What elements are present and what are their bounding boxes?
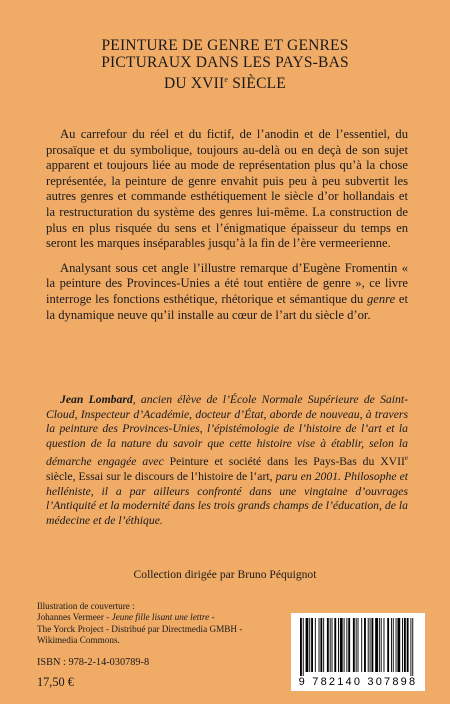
illustration-credit xyxy=(37,601,267,646)
barcode-bar xyxy=(344,618,345,672)
barcode-bar xyxy=(303,618,304,676)
barcode-bar xyxy=(379,618,380,672)
barcode-bar xyxy=(356,618,357,672)
credit-artwork-title: Jeune fille lisant une lettre xyxy=(111,612,210,623)
barcode-bar xyxy=(384,618,385,672)
barcode-bar xyxy=(334,618,336,672)
barcode-bar xyxy=(340,618,343,672)
barcode-bar xyxy=(300,618,302,676)
barcode-bar xyxy=(306,618,309,672)
summary-paragraph-1: Au carrefour du réel et du fictif, de l’anodin et de l’essentiel, du prosaïque et du symbolique, toujours au-delà ou en deçà de son sujet apparent et toujours liée au mode de représentation plus qu’à la chose représentée, la peinture de genre envahit puis peu à peu subvertit les autres genres et commande esthétiquement le siècle d’or hollandais et la restructuration du système des genres lui-même. La construction de plus en plus risquée du sens et l’énigmatique épaisseur du temps en seront les marques inséparables jusqu’à la fin de l’ère vermeerienne. xyxy=(46,127,408,251)
barcode-number: 9 782140 307898 xyxy=(298,676,418,688)
summary-p2-emphasis: genre xyxy=(366,291,396,306)
barcode-bar xyxy=(412,618,413,676)
barcode-bars-icon xyxy=(300,618,416,676)
book-title-2: Essai sur le discours de l’histoire de l’art xyxy=(78,469,270,483)
barcode-bar xyxy=(404,618,406,672)
barcode-bar xyxy=(371,618,373,672)
barcode-bar xyxy=(327,618,329,672)
barcode-bar xyxy=(387,618,389,672)
barcode-bar xyxy=(353,618,355,672)
barcode-bar xyxy=(361,618,362,672)
barcode-bar xyxy=(338,618,339,672)
barcode-bar xyxy=(364,618,366,672)
author-bio xyxy=(46,393,408,528)
book-title-1-superscript: e xyxy=(404,454,409,463)
barcode-bar xyxy=(309,618,310,672)
barcode-bar xyxy=(397,618,400,672)
barcode-bar xyxy=(410,618,411,676)
barcode-bar xyxy=(323,618,324,672)
barcode-bar xyxy=(370,618,371,672)
barcode-bar xyxy=(368,618,369,672)
author-bio-part-3: , paru en 2001. Philosophe et helléniste, il a par ailleurs confronté dans une vingtaine d’ouvrages l’Antiquité et la modernité dans les trois grands champs de l’éducation, de la médecine et de l’éthique. xyxy=(46,469,409,527)
title-century-superscript: e xyxy=(224,75,229,84)
barcode xyxy=(291,613,425,691)
barcode-bar xyxy=(346,618,347,672)
barcode-bar xyxy=(319,618,320,672)
barcode-bar xyxy=(375,618,378,672)
book-title xyxy=(40,37,410,92)
title-line-1: PEINTURE DE GENRE ET GENRES xyxy=(101,37,349,54)
barcode-bar xyxy=(330,618,331,672)
credit-line-2 xyxy=(37,612,267,623)
author-bio-part-1: , ancien élève de l’École Normale Supérieure de Saint-Cloud, Inspecteur d’Académie, docteur d’État, aborde de nouveau, à travers la peinture des Provinces-Unies, l’épistémologie de l’histoire de l’art et la question de la nature du savoir que cette histoire vise à établir, selon la démarche engagée avec xyxy=(46,393,408,469)
barcode-bar xyxy=(320,618,322,672)
barcode-bar xyxy=(348,618,350,672)
book-title-1-end: siècle xyxy=(46,469,73,483)
price: 17,50 € xyxy=(37,675,74,689)
author-bio-part-2: , xyxy=(72,469,79,483)
title-line-3 xyxy=(40,71,410,92)
credit-artist: Johannes Vermeer - xyxy=(37,612,112,623)
barcode-bar xyxy=(381,618,382,672)
barcode-bar xyxy=(407,618,409,672)
title-siecle: SIÈCLE xyxy=(228,75,286,92)
barcode-bar xyxy=(311,618,313,672)
barcode-bar xyxy=(396,618,397,672)
barcode-bar xyxy=(315,618,316,672)
barcode-bar xyxy=(393,618,394,672)
author-name: Jean Lombard xyxy=(60,393,133,406)
collection-editor: Collection dirigée par Bruno Péquignot xyxy=(133,568,317,581)
isbn: ISBN : 978-2-14-030789-8 xyxy=(37,657,150,668)
barcode-bar xyxy=(391,618,392,672)
summary-p2-start: Analysant sous cet angle l’illustre remarque d’Eugène Fromentin « la peinture des Provinces-Unies a été tout entière de genre », ce livre interroge les fonctions esthétique, rhétorique et sémantique du xyxy=(46,260,408,306)
barcode-bar xyxy=(358,618,359,672)
title-century: DU XVII xyxy=(164,75,225,92)
credit-line-3: The Yorck Project - Distribué par Directmedia GMBH - xyxy=(37,623,243,634)
title-line-2: PICTURAUX DANS LES PAYS-BAS xyxy=(101,54,349,71)
credit-line-1: Illustration de couverture : xyxy=(37,601,135,611)
summary-paragraph-2 xyxy=(46,261,408,323)
book-title-1-text: Peinture et société dans les Pays-Bas du XVII xyxy=(169,455,405,469)
credit-line-2-end: - xyxy=(209,612,215,623)
barcode-bar xyxy=(332,618,333,672)
credit-line-4: Wikimedia Commons. xyxy=(37,634,120,645)
summary-p2-end: et la dynamique neuve qu’il installe au cœur de l’art du siècle d’or. xyxy=(46,291,408,322)
book-summary xyxy=(46,127,408,332)
barcode-bar xyxy=(402,618,403,672)
